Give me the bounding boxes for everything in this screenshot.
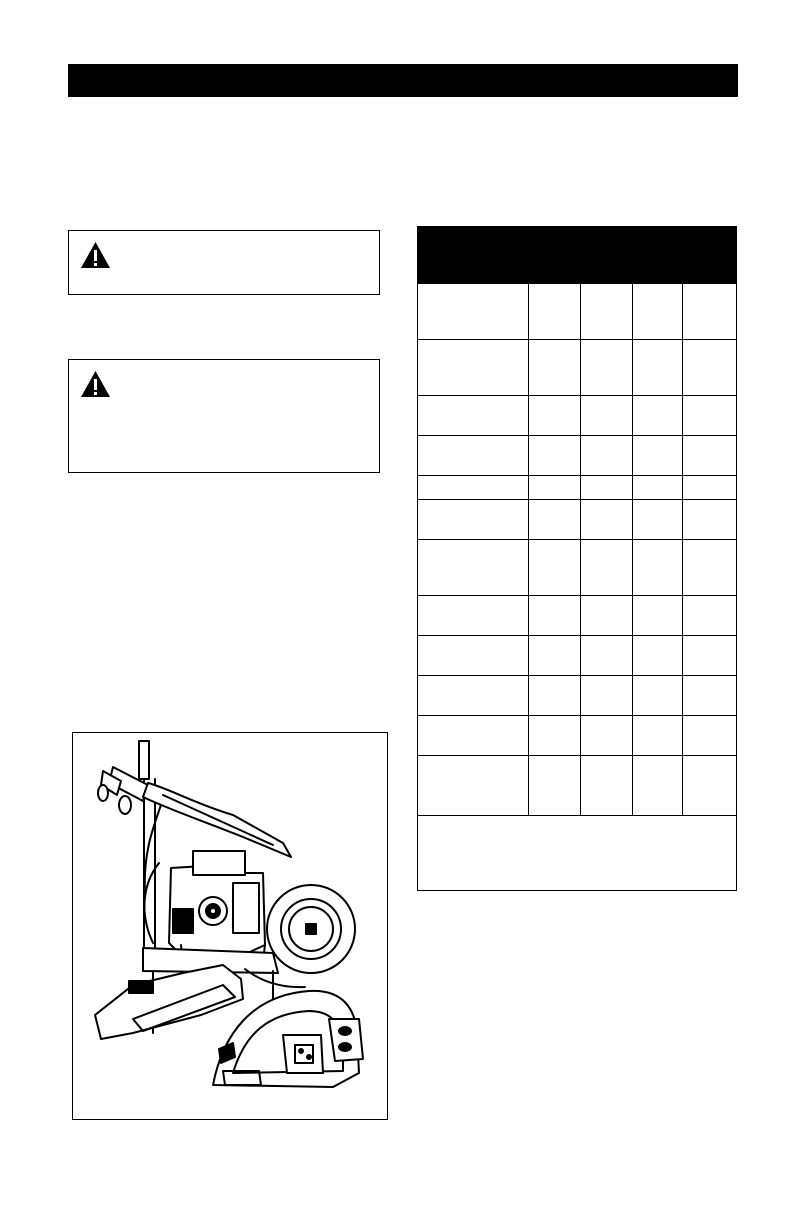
section-header-bar bbox=[68, 64, 738, 97]
warning-triangle-icon bbox=[80, 370, 111, 398]
table-row-divider bbox=[418, 815, 736, 816]
table-row-divider bbox=[418, 395, 736, 396]
table-row-divider bbox=[418, 715, 736, 716]
table-row-divider bbox=[418, 475, 736, 476]
warning-box bbox=[68, 359, 380, 473]
table-row-divider bbox=[418, 595, 736, 596]
table-row-divider bbox=[418, 675, 736, 676]
table-row-divider bbox=[418, 755, 736, 756]
table-row-divider bbox=[418, 635, 736, 636]
spec-table bbox=[417, 226, 737, 891]
spec-table-header bbox=[418, 227, 736, 283]
warning-triangle-icon bbox=[80, 241, 111, 269]
table-column-divider bbox=[632, 283, 633, 815]
table-row-divider bbox=[418, 539, 736, 540]
tiller-illustration bbox=[73, 733, 387, 1119]
table-row-divider bbox=[418, 339, 736, 340]
table-row-divider bbox=[418, 283, 736, 284]
table-row-divider bbox=[418, 499, 736, 500]
tiller-figure bbox=[72, 732, 388, 1120]
warning-box bbox=[68, 230, 380, 295]
table-row-divider bbox=[418, 435, 736, 436]
table-column-divider bbox=[682, 283, 683, 815]
table-column-divider bbox=[528, 283, 529, 815]
table-column-divider bbox=[580, 283, 581, 815]
